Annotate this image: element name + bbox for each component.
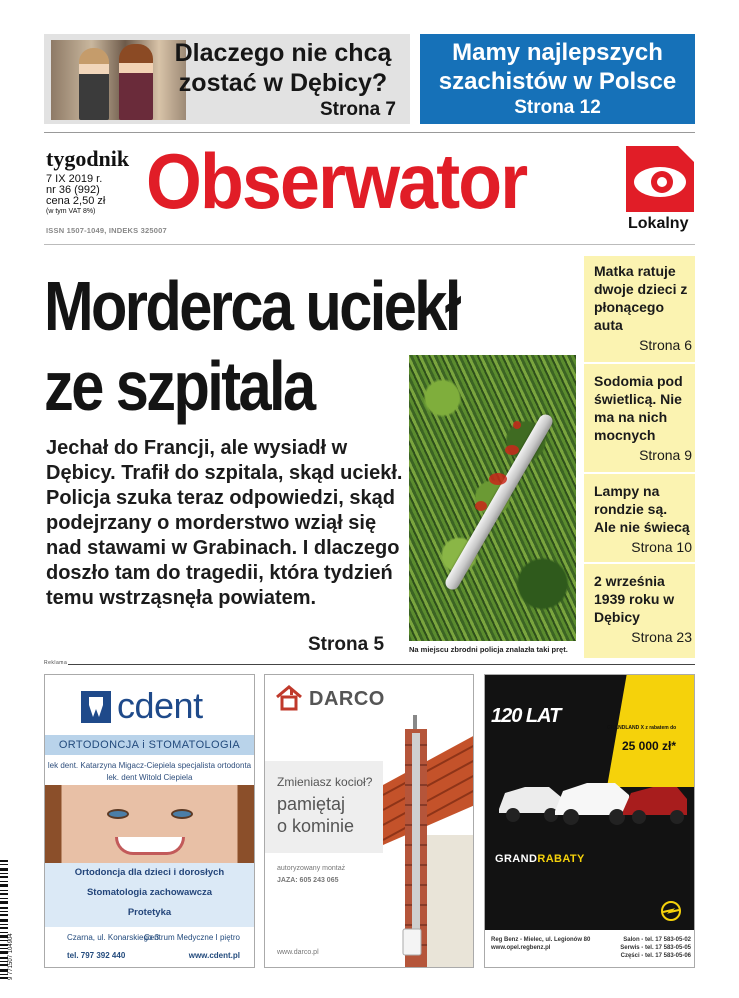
darco-url[interactable]: www.darco.pl xyxy=(277,949,319,956)
darco-logo xyxy=(275,685,395,715)
opel-url[interactable]: www.opel.regbenz.pl xyxy=(491,945,551,951)
smile-icon xyxy=(115,837,185,855)
sidebar-item-page: Strona 9 xyxy=(639,447,692,463)
divider xyxy=(44,244,695,245)
masthead-logo: Obserwator xyxy=(146,137,527,225)
sidebar-item[interactable] xyxy=(594,482,692,556)
issue-vat: (w tym VAT 8%) xyxy=(46,208,96,215)
darco-wordmark: DARCO xyxy=(309,688,385,710)
darco-slogan-line: pamiętaj xyxy=(277,794,346,814)
sidebar xyxy=(584,256,695,658)
opel-serwis: Serwis - tel. 17 583-05-05 xyxy=(620,945,691,951)
story-photo xyxy=(409,355,576,641)
opel-salon: Salon - tel. 17 583-05-02 xyxy=(623,937,691,943)
eye-logo-icon xyxy=(626,146,694,212)
darco-slogan xyxy=(277,793,354,837)
opel-rabaty: RABATY xyxy=(537,853,585,865)
teaser-page-ref: Strona 12 xyxy=(514,97,601,118)
cdent-service: Ortodoncja dla dzieci i dorosłych xyxy=(74,867,225,878)
cdent-footer xyxy=(45,933,254,968)
person-figure xyxy=(79,48,109,120)
blood-stain xyxy=(513,421,521,429)
photo-caption: Na miejscu zbrodni policja znalazła taki pręt. xyxy=(409,645,568,654)
cdent-doctor: lek. dent Witold Ciepiela xyxy=(106,773,193,782)
opel-logo-icon xyxy=(661,901,681,921)
divider xyxy=(584,562,695,564)
blood-stain xyxy=(489,473,507,485)
darco-contact: JAZA: 605 243 065 xyxy=(277,877,339,884)
ads-label: Reklama xyxy=(44,660,68,666)
sidebar-item[interactable] xyxy=(594,572,692,646)
eye-icon xyxy=(171,809,193,819)
issue-price: cena 2,50 zł xyxy=(46,195,106,207)
opel-anniversary: 120 LAT xyxy=(491,705,561,727)
issue-number: nr 36 (992) xyxy=(46,184,100,196)
issue-meta xyxy=(46,174,105,216)
metal-rod xyxy=(443,412,555,592)
divider xyxy=(68,664,695,665)
ad-darco[interactable] xyxy=(264,674,474,968)
cdent-services xyxy=(45,863,254,927)
sidebar-item-title: Lampy na rondzie są. Ale nie świecą xyxy=(594,483,690,535)
opel-grand: GRAND xyxy=(495,853,538,865)
darco-dealer: autoryzowany montaż xyxy=(277,865,346,872)
cdent-phone: tel. 797 392 440 xyxy=(67,951,126,960)
cdent-service: Protetyka xyxy=(127,907,172,918)
cdent-wordmark: cdent xyxy=(117,685,203,726)
cdent-service: Stomatologia zachowawcza xyxy=(86,887,213,898)
blood-stain xyxy=(475,501,487,511)
sidebar-item-page: Strona 10 xyxy=(631,539,692,555)
cdent-address: Centrum Medyczne I piętro xyxy=(143,933,240,942)
tooth-icon xyxy=(81,691,111,723)
lead-paragraph: Jechał do Francji, ale wysiadł w Dębicy. Trafił do szpitala, skąd uciekł. Policja szuka teraz odpowiedzi, skąd podejrzany o morderstwo wziął się nad stawami w Grabinach. I dlaczego doszło tam do tragedii, która tydzień temu wstrząsnęła powiatem. xyxy=(46,437,403,609)
smiling-face-photo xyxy=(45,785,254,863)
ad-opel[interactable] xyxy=(484,674,695,968)
ad-cdent[interactable] xyxy=(44,674,255,968)
headline-line: ze szpitala xyxy=(44,347,314,425)
divider xyxy=(584,472,695,474)
cdent-address: Czarna, ul. Konarskiego 3 xyxy=(67,933,160,942)
darco-slogan-line: o kominie xyxy=(277,816,355,836)
cdent-band: ORTODONCJA i STOMATOLOGIA xyxy=(45,735,254,755)
chimney-illustration xyxy=(383,715,474,968)
opel-grand-rabaty xyxy=(495,853,585,865)
issn-line: ISSN 1507-1049, INDEKS 325007 xyxy=(46,226,167,235)
masthead-subtitle: Lokalny xyxy=(628,215,689,232)
person-figure xyxy=(119,44,153,120)
sidebar-item-page: Strona 6 xyxy=(639,337,692,353)
sidebar-item-title: 2 września 1939 roku w Dębicy xyxy=(594,573,675,625)
masthead-kicker: tygodnik xyxy=(46,146,130,171)
headline-line: Morderca uciekł xyxy=(44,267,459,345)
sidebar-item[interactable] xyxy=(594,372,692,464)
teaser-page-ref: Strona 7 xyxy=(319,99,396,120)
teaser-left[interactable] xyxy=(44,34,410,124)
teaser-title: Dlaczego nie chcą zostać w Dębicy? xyxy=(174,39,392,97)
eye-icon xyxy=(107,809,129,819)
opel-czesci: Części - tel. 17 583-05-06 xyxy=(620,953,691,959)
sidebar-item-title: Matka ratuje dwoje dzieci z płonącego auta xyxy=(594,263,688,333)
darco-question: Zmieniasz kocioł? xyxy=(277,775,373,789)
story-page-ref[interactable]: Strona 5 xyxy=(308,634,385,655)
teaser-title: Mamy najlepszych szachistów w Polsce xyxy=(438,39,677,95)
cdent-url[interactable]: www.cdent.pl xyxy=(188,951,240,960)
blood-stain xyxy=(505,445,519,455)
cdent-logo xyxy=(81,687,255,727)
sidebar-item-page: Strona 23 xyxy=(631,629,692,645)
opel-footer xyxy=(491,937,691,961)
opel-rabat-label: GRANDLAND X z rabatem do xyxy=(607,725,677,731)
opel-address: Reg Benz - Mielec, ul. Legionów 80 xyxy=(491,937,591,943)
cdent-doctor: lek dent. Katarzyna Migacz-Ciepiela specjalista ortodonta xyxy=(47,761,252,770)
sidebar-item-title: Sodomia pod świetlicą. Nie ma na nich mocnych xyxy=(594,373,683,443)
divider xyxy=(44,132,695,133)
issue-date: 7 IX 2019 r. xyxy=(46,173,103,185)
sidebar-item[interactable] xyxy=(594,262,692,354)
teaser-right[interactable] xyxy=(420,34,695,124)
divider xyxy=(584,362,695,364)
house-icon xyxy=(275,685,303,711)
opel-price: 25 000 zł* xyxy=(622,739,677,753)
barcode-number: 9 771507 104904 xyxy=(8,933,14,980)
cars-illustration xyxy=(491,773,691,829)
